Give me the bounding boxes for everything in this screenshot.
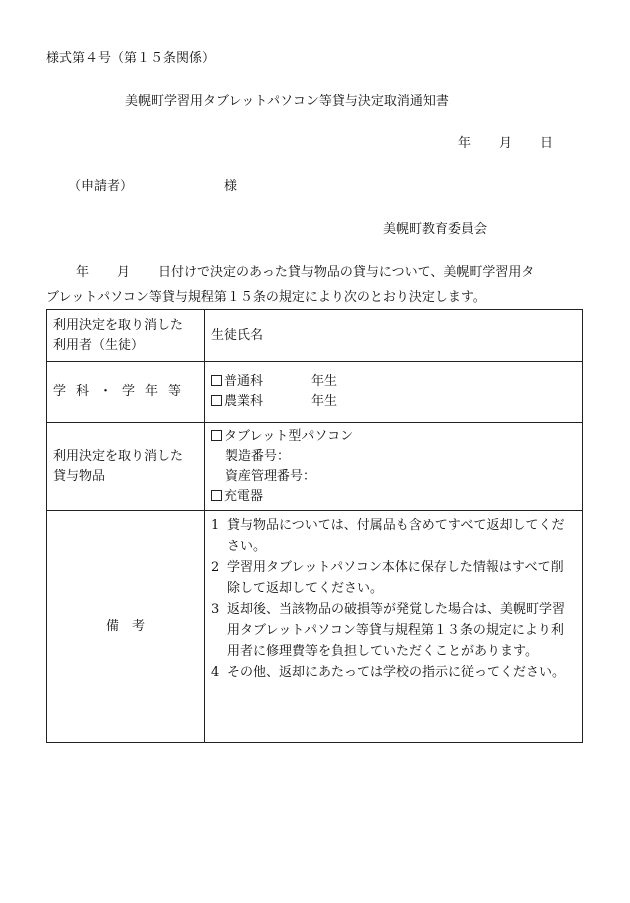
- remark-number: 4: [211, 665, 220, 680]
- checkbox[interactable]: [211, 490, 222, 501]
- body-line-1-rest: 日付けで決定のあった貸与物品の貸与について、美幌町学習用タ: [158, 265, 535, 280]
- applicant-label: （申請者）: [68, 179, 134, 194]
- student-name-label: 生徒氏名: [211, 327, 264, 343]
- remark-text: 返却後、当該物品の破損等が発覚した場合は、美幌町学習用タブレットパソコン等貸与規程第１３条の規定により利用者に修理費等を負担していただくことがあります。: [227, 602, 566, 659]
- date-line: [458, 137, 553, 150]
- body-line-2: ブレットパソコン等貸与規程第１５条の規定により次のとおり決定します。: [46, 290, 486, 305]
- remark-text: 学習用タブレットパソコン本体に保存した情報はすべて削除して返却してください。: [227, 560, 564, 596]
- checkbox[interactable]: [211, 395, 222, 406]
- course-grade-label-cell: [47, 362, 205, 423]
- remark-number: 3: [211, 602, 220, 617]
- date-year: 年: [458, 136, 472, 151]
- item-charger: [211, 487, 576, 507]
- remark-number: 2: [211, 560, 220, 575]
- body-year: 年: [76, 265, 90, 280]
- remark-text: 貸与物品については、付属品も含めてすべて返却してください。: [227, 518, 565, 554]
- cancelled-user-label-line1: 利用決定を取り消した: [53, 317, 184, 333]
- course-option-year: 年生: [311, 374, 338, 389]
- table-row: [47, 423, 583, 511]
- body-line-1: [46, 266, 534, 279]
- cancelled-item-cell: [205, 423, 583, 511]
- course-option-name: 普通科: [224, 374, 264, 389]
- checkbox[interactable]: [211, 430, 222, 441]
- form-number: 様式第４号（第１５条関係）: [46, 51, 216, 66]
- asset-number-label: 資産管理番号：: [225, 468, 317, 484]
- item-charger-label: 充電器: [224, 488, 264, 504]
- cancelled-item-label: [47, 423, 205, 511]
- course-option-year: 年生: [311, 394, 338, 409]
- applicant-honorific: 様: [224, 179, 238, 194]
- table-row: [47, 310, 583, 362]
- course-grade-label: 学科・学年等: [53, 384, 192, 399]
- remarks-cell: [205, 511, 583, 743]
- remark-item: [211, 662, 576, 683]
- checkbox[interactable]: [211, 375, 222, 386]
- document-title: 美幌町学習用タブレットパソコン等貸与決定取消通知書: [125, 94, 449, 109]
- item-tablet-label: タブレット型パソコン: [224, 428, 354, 444]
- date-month: 月: [499, 136, 513, 151]
- course-option-name: 農業科: [224, 394, 264, 409]
- body-month: 月: [117, 265, 131, 280]
- remark-text: その他、返却にあたっては学校の指示に従ってください。: [227, 665, 566, 680]
- remarks-label: 備 考: [105, 618, 145, 634]
- course-grade-cell: [205, 362, 583, 423]
- serial-number-label: 製造番号：: [225, 448, 291, 464]
- date-day: 日: [540, 136, 554, 151]
- cancelled-item-label-line2: 貸与物品: [53, 468, 106, 484]
- cancelled-user-label-line2: 利用者（生徒）: [53, 337, 145, 353]
- remark-item: [211, 515, 576, 557]
- remark-item: [211, 557, 576, 599]
- student-name-cell: [205, 310, 583, 362]
- course-option: [211, 392, 576, 412]
- table-row: [47, 511, 583, 743]
- cancelled-item-label-line1: 利用決定を取り消した: [53, 448, 184, 464]
- table-row: [47, 362, 583, 423]
- remarks-label-cell: [47, 511, 205, 743]
- issuer-name: 美幌町教育委員会: [383, 222, 488, 237]
- remark-item: [211, 599, 576, 662]
- course-option: [211, 372, 576, 392]
- decision-table: [46, 309, 583, 743]
- remark-number: 1: [211, 518, 220, 533]
- item-tablet: [211, 427, 576, 447]
- cancelled-user-label: [47, 310, 205, 362]
